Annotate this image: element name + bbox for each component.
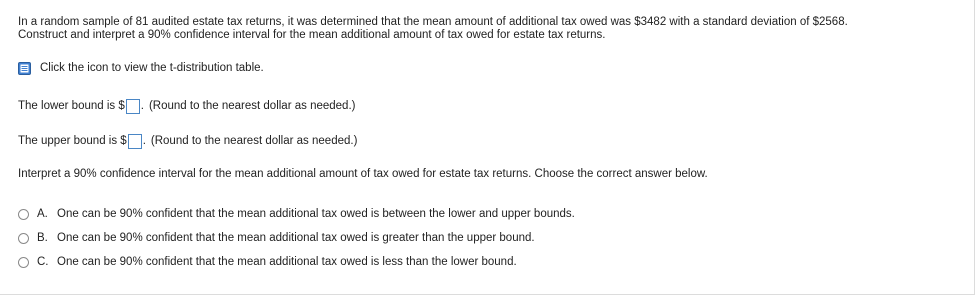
radio-option-b[interactable] <box>18 233 29 244</box>
upper-bound-input[interactable] <box>128 134 142 149</box>
t-distribution-link-label[interactable]: Click the icon to view the t-distribution table. <box>40 62 264 74</box>
interpret-prompt: Interpret a 90% confidence interval for the mean additional amount of tax owed for estate tax returns. Choose the correct answer below. <box>18 168 708 180</box>
option-a[interactable] <box>18 206 575 222</box>
lower-bound-hint: (Round to the nearest dollar as needed.) <box>148 100 356 112</box>
question-text <box>18 16 968 42</box>
radio-option-c[interactable] <box>18 257 29 268</box>
lower-bound-period: . <box>140 100 144 112</box>
option-c-letter: C. <box>37 256 49 268</box>
table-icon[interactable] <box>18 62 31 75</box>
question-line-1: In a random sample of 81 audited estate tax returns, it was determined that the mean amount of additional tax owed was $3482 with a standard deviation of $2568. <box>18 16 848 28</box>
upper-bound-row <box>18 132 357 150</box>
lower-bound-label: The lower bound is $ <box>18 100 125 112</box>
option-a-letter: A. <box>37 208 48 220</box>
option-a-text[interactable]: One can be 90% confident that the mean additional tax owed is between the lower and upper bounds. <box>57 208 575 220</box>
option-b[interactable] <box>18 230 535 246</box>
option-b-text[interactable]: One can be 90% confident that the mean additional tax owed is greater than the upper bound. <box>57 232 535 244</box>
upper-bound-label: The upper bound is $ <box>18 135 127 147</box>
option-c[interactable] <box>18 254 517 270</box>
option-c-text[interactable]: One can be 90% confident that the mean additional tax owed is less than the lower bound. <box>57 256 517 268</box>
option-b-letter: B. <box>37 232 48 244</box>
radio-option-a[interactable] <box>18 209 29 220</box>
upper-bound-hint: (Round to the nearest dollar as needed.) <box>150 135 358 147</box>
upper-bound-period: . <box>142 135 146 147</box>
lower-bound-input[interactable] <box>126 99 140 114</box>
question-line-2: Construct and interpret a 90% confidence interval for the mean additional amount of tax owed for estate tax returns. <box>18 29 606 41</box>
t-distribution-link-row[interactable] <box>18 60 264 76</box>
lower-bound-row <box>18 97 355 115</box>
